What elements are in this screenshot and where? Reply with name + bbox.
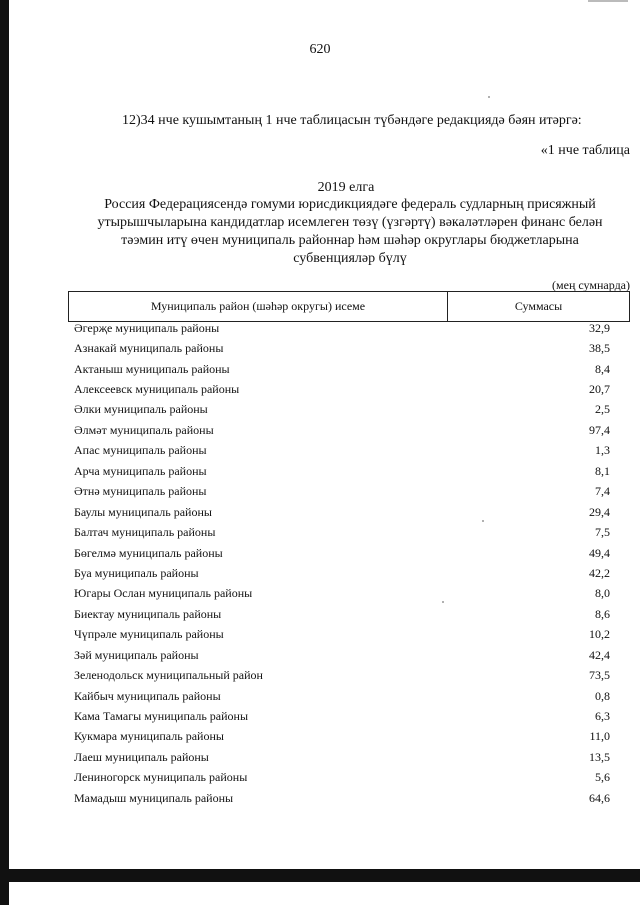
table-row (74, 645, 610, 665)
district-sum: 10,2 (589, 627, 610, 642)
table-row (74, 563, 610, 583)
district-sum: 20,7 (589, 382, 610, 397)
table-row (74, 338, 610, 358)
district-name: Алексеевск муниципаль районы (74, 382, 240, 397)
district-name: Мамадыш муниципаль районы (74, 790, 234, 805)
scan-border-top (588, 0, 628, 2)
district-name: Балтач муниципаль районы (74, 525, 216, 540)
title-line: субвенцияләр бүлү (293, 251, 407, 266)
scan-speck (482, 520, 484, 522)
district-sum: 13,5 (589, 749, 610, 764)
district-name: Әлки муниципаль районы (74, 402, 208, 417)
table-row (74, 604, 610, 624)
header-name: Муниципаль район (шәһәр округы) исеме (69, 292, 448, 321)
district-sum: 11,0 (589, 729, 610, 744)
document-title (70, 196, 630, 268)
scan-border-bottom (0, 869, 640, 882)
header-sum: Суммасы (514, 299, 563, 313)
district-name: Әтнә муниципаль районы (74, 484, 207, 499)
district-sum: 49,4 (589, 545, 610, 560)
district-name: Зеленодольск муниципальный район (74, 668, 263, 683)
district-sum: 7,5 (595, 525, 610, 540)
table-row (74, 502, 610, 522)
table-row (74, 727, 610, 747)
district-sum: 97,4 (589, 422, 610, 437)
table-row (74, 441, 610, 461)
district-name: Биектау муниципаль районы (74, 606, 222, 621)
district-sum: 2,5 (595, 402, 610, 417)
scan-border-left (0, 0, 9, 905)
district-sum: 7,4 (595, 484, 610, 499)
district-sum: 32,9 (589, 320, 610, 335)
table-row (74, 461, 610, 481)
table-row (74, 420, 610, 440)
table-row (74, 686, 610, 706)
district-sum: 42,2 (589, 565, 610, 580)
district-name: Азнакай муниципаль районы (74, 341, 224, 356)
table-row (74, 747, 610, 767)
district-sum: 38,5 (589, 341, 610, 356)
district-sum: 42,4 (589, 647, 610, 662)
year-heading: 2019 елга (317, 180, 375, 195)
table-row (74, 318, 610, 338)
district-name: Әлмәт муниципаль районы (74, 422, 214, 437)
district-sum: 5,6 (595, 770, 610, 785)
district-sum: 73,5 (589, 668, 610, 683)
district-name: Зәй муниципаль районы (74, 647, 199, 662)
title-line: Россия Федерациясендә гомуми юрисдикциядәге федераль судларның присяжный (104, 197, 596, 212)
instruction-text: 12)34 нче кушымтаның 1 нче таблицасын түбәндәге редакциядә бәян итәргә: (122, 113, 582, 128)
district-name: Лаеш муниципаль районы (74, 749, 209, 764)
table-row (74, 359, 610, 379)
unit-label: (мең сумнарда) (552, 278, 630, 292)
district-sum: 8,6 (595, 606, 610, 621)
table-body (74, 318, 610, 809)
table-row (74, 625, 610, 645)
table-row (74, 522, 610, 542)
district-name: Әгерҗе муниципаль районы (74, 320, 220, 335)
district-sum: 29,4 (589, 504, 610, 519)
district-name: Актаныш муниципаль районы (74, 361, 230, 376)
district-name: Кама Тамагы муниципаль районы (74, 709, 249, 724)
title-line: тәэмин итү өчен муниципаль районнар һәм шәһәр округлары бюджетларына (121, 233, 579, 248)
district-name: Апас муниципаль районы (74, 443, 207, 458)
district-name: Кукмара муниципаль районы (74, 729, 224, 744)
table-row (74, 543, 610, 563)
district-name: Югары Ослан муниципаль районы (74, 586, 253, 601)
table-row (74, 400, 610, 420)
district-sum: 8,0 (595, 586, 610, 601)
table-row (74, 665, 610, 685)
scan-speck (488, 96, 490, 98)
title-line: утырышчыларына кандидатлар исемлеген төзү (үзгәртү) вәкаләтләрен финанс белән (97, 215, 603, 230)
district-name: Буа муниципаль районы (74, 565, 199, 580)
table-row (74, 379, 610, 399)
table-row (74, 768, 610, 788)
district-sum: 8,1 (595, 463, 610, 478)
page-number: 620 (309, 42, 331, 57)
district-sum: 8,4 (595, 361, 610, 376)
district-sum: 0,8 (595, 688, 610, 703)
district-name: Арча муниципаль районы (74, 463, 207, 478)
district-name: Кайбыч муниципаль районы (74, 688, 221, 703)
table-reference: «1 нче таблица (540, 143, 630, 158)
district-name: Бөгелмә муниципаль районы (74, 545, 223, 560)
district-name: Лениногорск муниципаль районы (74, 770, 248, 785)
table-row (74, 706, 610, 726)
scan-speck (442, 601, 444, 603)
district-sum: 6,3 (595, 709, 610, 724)
table-row (74, 584, 610, 604)
district-sum: 64,6 (589, 790, 610, 805)
district-sum: 1,3 (595, 443, 610, 458)
district-name: Чүпрәле муниципаль районы (74, 627, 224, 642)
table-row (74, 788, 610, 808)
table-row (74, 482, 610, 502)
district-name: Баулы муниципаль районы (74, 504, 212, 519)
